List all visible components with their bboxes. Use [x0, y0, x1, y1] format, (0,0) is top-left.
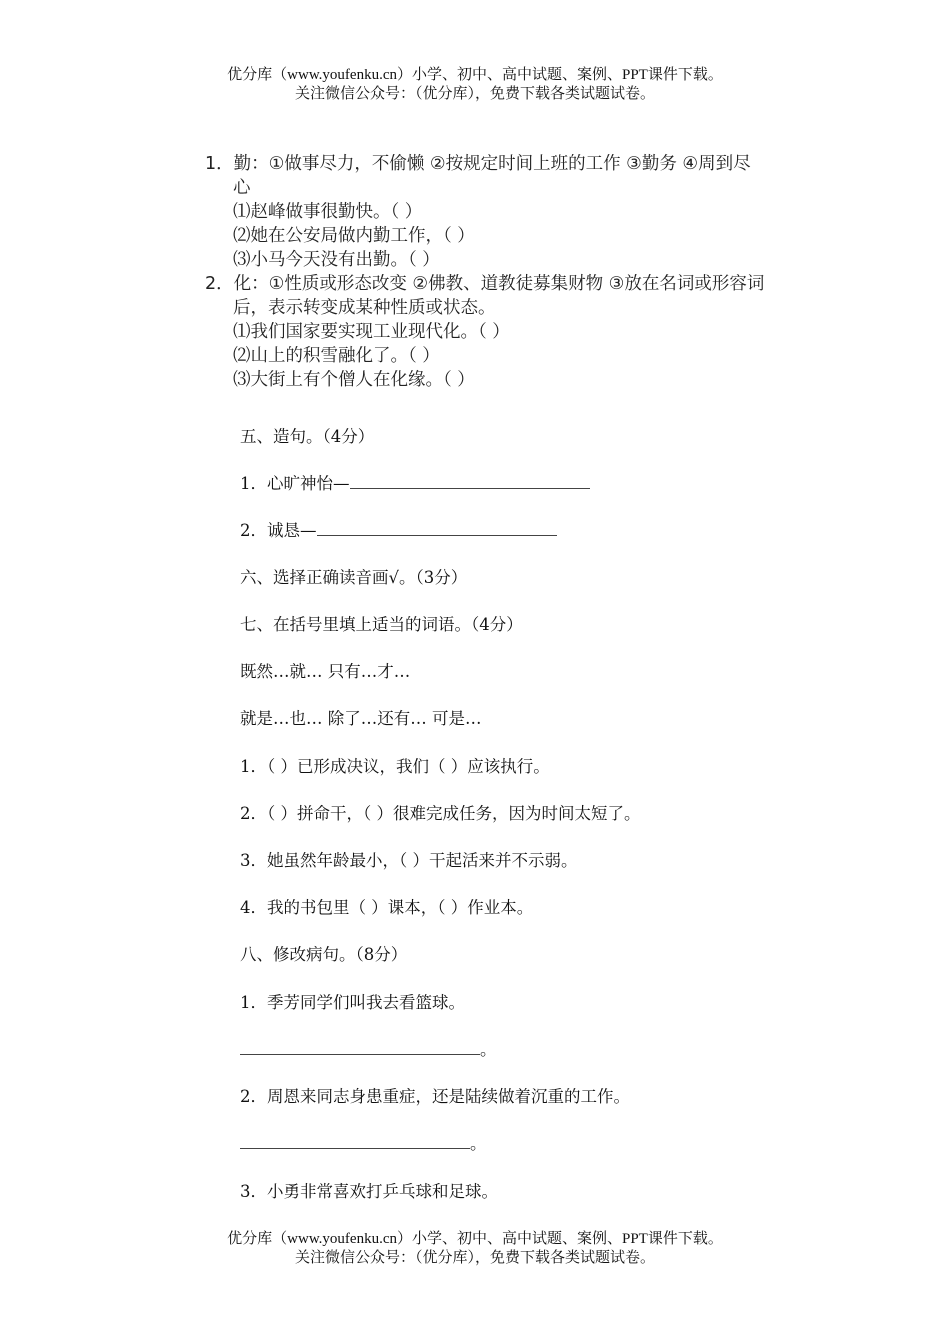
section-8-answer-2: [240, 1130, 487, 1154]
section-5-item-1-text: 1．心旷神怡—: [240, 474, 350, 493]
page-header: [0, 66, 950, 104]
section-5-item-2-text: 2．诚恳—: [240, 521, 317, 540]
answer-blank[interactable]: [240, 1038, 480, 1055]
section-6-title: 六、选择正确读音画√。（3分）: [240, 568, 468, 587]
header-line-1: 优分库（www.youfenku.cn）小学、初中、高中试题、案例、PPT课件下载。: [227, 67, 723, 83]
footer-line-2: 关注微信公众号：（优分库），免费下载各类试题试卷。: [294, 1250, 655, 1266]
answer-blank[interactable]: [350, 472, 590, 489]
section-7-title: 七、在括号里填上适当的词语。（4分）: [240, 615, 523, 634]
q2-sentence-2: ⑵山上的积雪融化了。（ ）: [233, 346, 440, 366]
section-8-item-3: 3．小勇非常喜欢打乒乓球和足球。: [240, 1182, 498, 1201]
answer-blank[interactable]: [240, 1132, 470, 1149]
header-line-2: 关注微信公众号：（优分库），免费下载各类试题试卷。: [294, 86, 655, 102]
section-8-item-2: 2．周恩来同志身患重症，还是陆续做着沉重的工作。: [240, 1087, 630, 1106]
q1-definition-cont: 心: [233, 178, 251, 198]
section-7-item-3: 3．她虽然年龄最小，（ ）干起活来并不示弱。: [240, 851, 578, 870]
section-8-item-1: 1．季芳同学们叫我去看篮球。: [240, 993, 465, 1012]
section-8-title: 八、修改病句。（8分）: [240, 945, 408, 964]
section-7-item-2: 2．（ ）拼命干，（ ）很难完成任务，因为时间太短了。: [240, 804, 641, 823]
section-5-item-1: [240, 470, 590, 494]
q1-sentence-2: ⑵她在公安局做内勤工作，（ ）: [233, 226, 475, 246]
q1-sentence-1: ⑴赵峰做事很勤快。（ ）: [233, 202, 423, 222]
q2-sentence-1: ⑴我们国家要实现工业现代化。（ ）: [233, 322, 510, 342]
q1-sentence-3: ⑶小马今天没有出勤。（ ）: [233, 250, 440, 270]
section-5-title: 五、造句。（4分）: [240, 427, 375, 446]
q2-sentence-3: ⑶大街上有个僧人在化缘。（ ）: [233, 370, 475, 390]
q1-definition: 1．勤：①做事尽力，不偷懒 ②按规定时间上班的工作 ③勤务 ④周到尽: [205, 154, 751, 174]
section-7-word-bank-2: 就是…也… 除了…还有… 可是…: [240, 709, 482, 728]
q2-definition-cont: 后，表示转变成某种性质或状态。: [233, 298, 496, 318]
q2-definition: 2．化：①性质或形态改变 ②佛教、道教徒募集财物 ③放在名词或形容词: [205, 274, 765, 294]
section-7-word-bank-1: 既然…就… 只有…才…: [240, 662, 411, 681]
answer-blank[interactable]: [317, 519, 557, 536]
section-8-answer-1: [240, 1036, 497, 1060]
section-7-item-1: 1．（ ）已形成决议，我们（ ）应该执行。: [240, 757, 550, 776]
period: 。: [470, 1134, 487, 1153]
period: 。: [480, 1040, 497, 1059]
footer-line-1: 优分库（www.youfenku.cn）小学、初中、高中试题、案例、PPT课件下载。: [227, 1231, 723, 1247]
section-5-item-2: [240, 517, 557, 541]
page-footer: [0, 1230, 950, 1268]
section-7-item-4: 4．我的书包里（ ）课本，（ ）作业本。: [240, 898, 534, 917]
